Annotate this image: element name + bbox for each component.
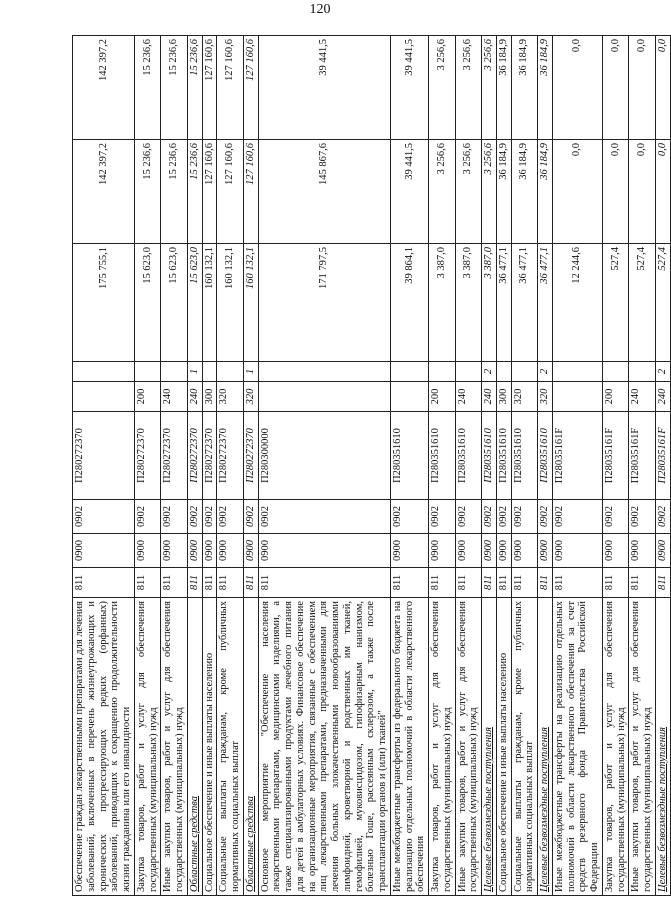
row-name: Областные средства xyxy=(187,598,202,896)
expense-type-code xyxy=(552,382,602,412)
section-code: 0900 xyxy=(552,534,602,568)
ministry-code: 811 xyxy=(496,568,511,598)
source-code xyxy=(511,362,538,382)
source-code xyxy=(134,362,161,382)
subsection-code: 0902 xyxy=(552,500,602,534)
amount-year-3: 0,0 xyxy=(552,36,602,140)
table-row xyxy=(390,36,428,896)
expense-type-code xyxy=(73,382,135,412)
table-row xyxy=(602,36,629,896)
target-article-code: П28035161F xyxy=(629,412,656,500)
source-code: 2 xyxy=(538,362,553,382)
row-name: Социальные выплаты гражданам, кроме публичных нормативных социальных выплат xyxy=(511,598,538,896)
expense-type-code: 240 xyxy=(161,382,188,412)
ministry-code: 811 xyxy=(161,568,188,598)
subsection-code: 0902 xyxy=(161,500,188,534)
target-article-code: П280272370 xyxy=(217,412,244,500)
amount-year-3: 39 441,5 xyxy=(258,36,390,140)
table-row xyxy=(552,36,602,896)
ministry-code: 811 xyxy=(455,568,482,598)
table-row xyxy=(538,36,553,896)
amount-year-1: 15 623,0 xyxy=(187,244,202,362)
expense-type-code: 240 xyxy=(629,382,656,412)
row-name: Социальные выплаты гражданам, кроме публичных нормативных социальных выплат xyxy=(217,598,244,896)
ministry-code: 811 xyxy=(538,568,553,598)
subsection-code: 0902 xyxy=(73,500,135,534)
subsection-code: 0902 xyxy=(602,500,629,534)
ministry-code: 811 xyxy=(552,568,602,598)
ministry-code: 811 xyxy=(187,568,202,598)
table-row xyxy=(511,36,538,896)
amount-year-2: 15 236,6 xyxy=(161,140,188,244)
table-row xyxy=(73,36,135,896)
target-article-code: П280272370 xyxy=(161,412,188,500)
amount-year-2: 3 256,6 xyxy=(482,140,497,244)
expense-type-code: 200 xyxy=(429,382,456,412)
amount-year-2: 36 184,9 xyxy=(538,140,553,244)
subsection-code: 0902 xyxy=(496,500,511,534)
table-row xyxy=(258,36,390,896)
table-row xyxy=(629,36,656,896)
section-code: 0900 xyxy=(538,534,553,568)
amount-year-2: 0,0 xyxy=(602,140,629,244)
amount-year-3: 127 160,6 xyxy=(243,36,258,140)
subsection-code: 0902 xyxy=(629,500,656,534)
amount-year-2: 0,0 xyxy=(655,140,670,244)
table-row xyxy=(455,36,482,896)
source-code: 1 xyxy=(187,362,202,382)
table-row xyxy=(482,36,497,896)
row-name: Закупка товаров, работ и услуг для обеспечения государственных (муниципальных) нужд xyxy=(602,598,629,896)
expense-type-code: 240 xyxy=(455,382,482,412)
amount-year-2: 127 160,6 xyxy=(243,140,258,244)
table-row xyxy=(243,36,258,896)
section-code: 0900 xyxy=(655,534,670,568)
target-article-code: П28035161F xyxy=(552,412,602,500)
source-code xyxy=(552,362,602,382)
ministry-code: 811 xyxy=(482,568,497,598)
table-row xyxy=(217,36,244,896)
table-row xyxy=(161,36,188,896)
amount-year-1: 3 387,0 xyxy=(482,244,497,362)
section-code: 0900 xyxy=(217,534,244,568)
amount-year-2: 3 256,6 xyxy=(429,140,456,244)
subsection-code: 0902 xyxy=(538,500,553,534)
subsection-code: 0902 xyxy=(511,500,538,534)
table-row xyxy=(655,36,670,896)
section-code: 0900 xyxy=(390,534,428,568)
rotated-table-container xyxy=(72,36,668,896)
amount-year-2: 142 397,2 xyxy=(73,140,135,244)
expense-type-code: 300 xyxy=(496,382,511,412)
section-code: 0900 xyxy=(258,534,390,568)
source-code xyxy=(161,362,188,382)
target-article-code: П280272370 xyxy=(134,412,161,500)
amount-year-3: 0,0 xyxy=(629,36,656,140)
row-name: Целевые безвозмездные поступления xyxy=(655,598,670,896)
ministry-code: 811 xyxy=(217,568,244,598)
amount-year-1: 3 387,0 xyxy=(455,244,482,362)
row-name: Областные средства xyxy=(243,598,258,896)
target-article-code: П280351610 xyxy=(482,412,497,500)
amount-year-1: 15 623,0 xyxy=(134,244,161,362)
amount-year-1: 171 797,5 xyxy=(258,244,390,362)
expense-type-code: 240 xyxy=(655,382,670,412)
amount-year-2: 3 256,6 xyxy=(455,140,482,244)
amount-year-3: 127 160,6 xyxy=(217,36,244,140)
subsection-code: 0902 xyxy=(429,500,456,534)
subsection-code: 0902 xyxy=(243,500,258,534)
amount-year-3: 36 184,9 xyxy=(511,36,538,140)
expense-type-code: 200 xyxy=(602,382,629,412)
amount-year-1: 36 477,1 xyxy=(538,244,553,362)
source-code xyxy=(429,362,456,382)
amount-year-3: 0,0 xyxy=(602,36,629,140)
row-name: Целевые безвозмездные поступления xyxy=(482,598,497,896)
table-row xyxy=(496,36,511,896)
row-name: Основное мероприятие "Обеспечение населения лекарственными препаратами, медицинскими изделиями, а также специализированными продуктами лечебного питания для детей в амбулаторных условиях. Финансовое обеспечение на организационные мероприятия, связанные с обеспечением лиц лекарственными препаратами, предназначенными для лечения больных злокачественными новообразованиями лимфоидной, кроветворной и родственных им тканей, гемофилией, муковисцидозом, гипофизарным нанизмом, болезнью Гоше, рассеянным склерозом, а также после трансплантации органов и (или) тканей" xyxy=(258,598,390,896)
amount-year-2: 39 441,5 xyxy=(390,140,428,244)
amount-year-2: 15 236,6 xyxy=(134,140,161,244)
amount-year-3: 15 236,6 xyxy=(187,36,202,140)
subsection-code: 0902 xyxy=(202,500,217,534)
amount-year-1: 160 132,1 xyxy=(202,244,217,362)
row-name: Иные закупки товаров, работ и услуг для обеспечения государственных (муниципальных) нужд xyxy=(629,598,656,896)
target-article-code: П280300000 xyxy=(258,412,390,500)
section-code: 0900 xyxy=(455,534,482,568)
expense-type-code: 320 xyxy=(511,382,538,412)
amount-year-1: 175 755,1 xyxy=(73,244,135,362)
amount-year-1: 36 477,1 xyxy=(511,244,538,362)
row-name: Закупка товаров, работ и услуг для обеспечения государственных (муниципальных) нужд xyxy=(429,598,456,896)
expense-type-code xyxy=(390,382,428,412)
source-code: 1 xyxy=(243,362,258,382)
amount-year-3: 3 256,6 xyxy=(482,36,497,140)
row-name: Иные закупки товаров, работ и услуг для обеспечения государственных (муниципальных) нужд xyxy=(455,598,482,896)
rotated-table xyxy=(72,36,668,896)
amount-year-1: 527,4 xyxy=(629,244,656,362)
amount-year-2: 0,0 xyxy=(629,140,656,244)
source-code xyxy=(455,362,482,382)
row-name: Иные закупки товаров, работ и услуг для обеспечения государственных (муниципальных) нужд xyxy=(161,598,188,896)
source-code xyxy=(258,362,390,382)
amount-year-3: 15 236,6 xyxy=(134,36,161,140)
source-code xyxy=(496,362,511,382)
section-code: 0900 xyxy=(73,534,135,568)
amount-year-2: 36 184,9 xyxy=(496,140,511,244)
source-code: 2 xyxy=(655,362,670,382)
source-code: 2 xyxy=(482,362,497,382)
source-code xyxy=(602,362,629,382)
expense-type-code: 320 xyxy=(217,382,244,412)
ministry-code: 811 xyxy=(73,568,135,598)
source-code xyxy=(202,362,217,382)
amount-year-3: 142 397,2 xyxy=(73,36,135,140)
amount-year-1: 36 477,1 xyxy=(496,244,511,362)
section-code: 0900 xyxy=(429,534,456,568)
amount-year-1: 527,4 xyxy=(602,244,629,362)
target-article-code: П280272370 xyxy=(187,412,202,500)
table-row xyxy=(202,36,217,896)
subsection-code: 0902 xyxy=(258,500,390,534)
amount-year-2: 127 160,6 xyxy=(202,140,217,244)
target-article-code: П28035161F xyxy=(655,412,670,500)
section-code: 0900 xyxy=(602,534,629,568)
amount-year-1: 3 387,0 xyxy=(429,244,456,362)
budget-table xyxy=(72,35,671,896)
amount-year-1: 160 132,1 xyxy=(217,244,244,362)
row-name: Иные межбюджетные трансферты из федерального бюджета на реализацию отдельных полномочий в области лекарственного обеспечения xyxy=(390,598,428,896)
ministry-code: 811 xyxy=(390,568,428,598)
expense-type-code: 300 xyxy=(202,382,217,412)
subsection-code: 0902 xyxy=(655,500,670,534)
expense-type-code: 240 xyxy=(187,382,202,412)
row-name: Закупка товаров, работ и услуг для обеспечения государственных (муниципальных) нужд xyxy=(134,598,161,896)
source-code xyxy=(217,362,244,382)
source-code xyxy=(73,362,135,382)
section-code: 0900 xyxy=(161,534,188,568)
ministry-code: 811 xyxy=(202,568,217,598)
target-article-code: П280272370 xyxy=(202,412,217,500)
expense-type-code: 240 xyxy=(482,382,497,412)
section-code: 0900 xyxy=(629,534,656,568)
ministry-code: 811 xyxy=(258,568,390,598)
ministry-code: 811 xyxy=(429,568,456,598)
ministry-code: 811 xyxy=(243,568,258,598)
target-article-code: П280272370 xyxy=(243,412,258,500)
source-code xyxy=(390,362,428,382)
ministry-code: 811 xyxy=(511,568,538,598)
section-code: 0900 xyxy=(187,534,202,568)
table-row xyxy=(134,36,161,896)
ministry-code: 811 xyxy=(602,568,629,598)
amount-year-3: 36 184,9 xyxy=(496,36,511,140)
target-article-code: П280351610 xyxy=(429,412,456,500)
amount-year-1: 12 244,6 xyxy=(552,244,602,362)
section-code: 0900 xyxy=(134,534,161,568)
subsection-code: 0902 xyxy=(134,500,161,534)
row-name: Иные межбюджетные трансферты на реализацию отдельных полномочий в области лекарственного обеспечения за счет средств резервного фонда Правительства Российской Федерации xyxy=(552,598,602,896)
amount-year-3: 0,0 xyxy=(655,36,670,140)
expense-type-code xyxy=(258,382,390,412)
ministry-code: 811 xyxy=(655,568,670,598)
target-article-code: П280351610 xyxy=(511,412,538,500)
subsection-code: 0902 xyxy=(187,500,202,534)
target-article-code: П280351610 xyxy=(455,412,482,500)
target-article-code: П280272370 xyxy=(73,412,135,500)
amount-year-3: 127 160,6 xyxy=(202,36,217,140)
amount-year-2: 15 236,6 xyxy=(187,140,202,244)
amount-year-1: 15 623,0 xyxy=(161,244,188,362)
target-article-code: П28035161F xyxy=(602,412,629,500)
section-code: 0900 xyxy=(243,534,258,568)
amount-year-1: 160 132,1 xyxy=(243,244,258,362)
amount-year-1: 527,4 xyxy=(655,244,670,362)
amount-year-2: 127 160,6 xyxy=(217,140,244,244)
table-body xyxy=(73,36,671,896)
row-name: Целевые безвозмездные поступления xyxy=(538,598,553,896)
expense-type-code: 200 xyxy=(134,382,161,412)
row-name: Социальное обеспечение и иные выплаты населению xyxy=(496,598,511,896)
target-article-code: П280351610 xyxy=(538,412,553,500)
source-code xyxy=(629,362,656,382)
subsection-code: 0902 xyxy=(217,500,244,534)
row-name: Обеспечение граждан лекарственными препаратами для лечения заболеваний, включенных в перечень жизнеугрожающих и хронических прогрессирующих редких (орфанных) заболеваний, приводящих к сокращению продолжительности жизни гражданина или его инвалидности xyxy=(73,598,135,896)
table-row xyxy=(429,36,456,896)
section-code: 0900 xyxy=(511,534,538,568)
expense-type-code: 320 xyxy=(243,382,258,412)
ministry-code: 811 xyxy=(134,568,161,598)
target-article-code: П280351610 xyxy=(390,412,428,500)
subsection-code: 0902 xyxy=(482,500,497,534)
amount-year-2: 0,0 xyxy=(552,140,602,244)
ministry-code: 811 xyxy=(629,568,656,598)
page-number: 120 xyxy=(309,2,331,17)
subsection-code: 0902 xyxy=(455,500,482,534)
table-row xyxy=(187,36,202,896)
amount-year-3: 36 184,9 xyxy=(538,36,553,140)
amount-year-2: 36 184,9 xyxy=(511,140,538,244)
amount-year-1: 39 864,1 xyxy=(390,244,428,362)
expense-type-code: 320 xyxy=(538,382,553,412)
section-code: 0900 xyxy=(496,534,511,568)
subsection-code: 0902 xyxy=(390,500,428,534)
amount-year-2: 145 867,6 xyxy=(258,140,390,244)
target-article-code: П280351610 xyxy=(496,412,511,500)
amount-year-3: 3 256,6 xyxy=(455,36,482,140)
section-code: 0900 xyxy=(202,534,217,568)
amount-year-3: 3 256,6 xyxy=(429,36,456,140)
row-name: Социальное обеспечение и иные выплаты населению xyxy=(202,598,217,896)
amount-year-3: 15 236,6 xyxy=(161,36,188,140)
amount-year-3: 39 441,5 xyxy=(390,36,428,140)
section-code: 0900 xyxy=(482,534,497,568)
